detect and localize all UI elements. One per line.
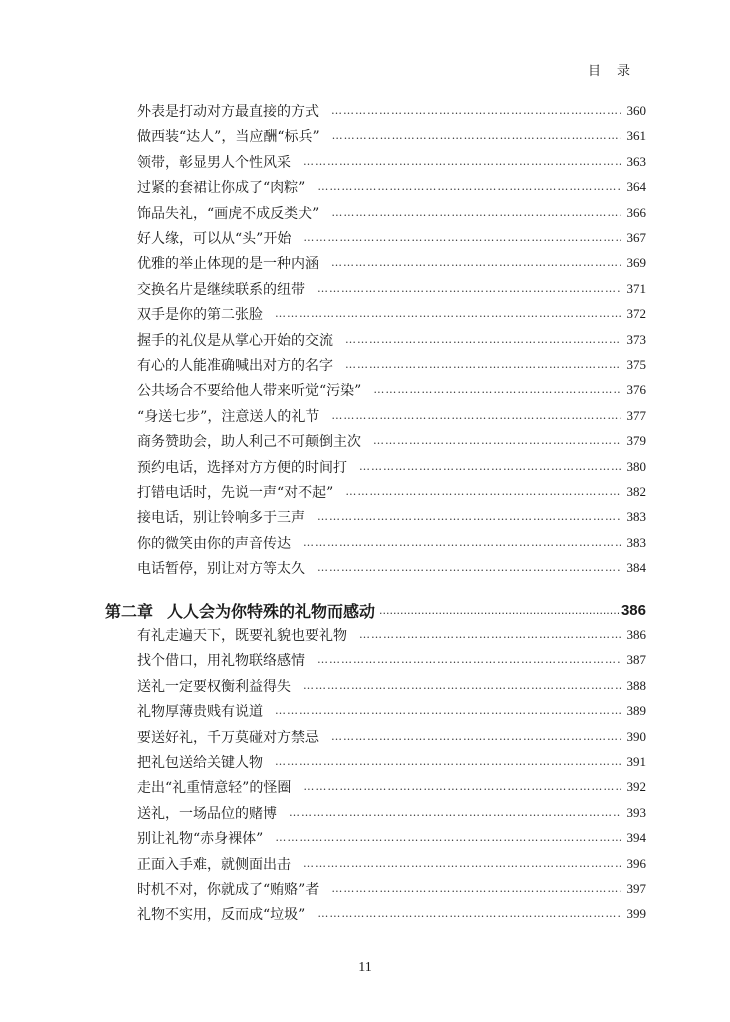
toc-entry-page: 394 bbox=[626, 830, 646, 846]
toc-entry[interactable] bbox=[137, 455, 646, 479]
toc-entry-title: 领带，彰显男人个性风采 bbox=[137, 154, 291, 171]
toc-entry-title: 找个借口，用礼物联络感情 bbox=[137, 653, 305, 670]
toc-entry-title: 正面入手难，就侧面出击 bbox=[137, 856, 291, 873]
toc-entry[interactable] bbox=[137, 226, 646, 250]
toc-entry-page: 389 bbox=[626, 703, 646, 719]
toc-entry-title: 饰品失礼，“画虎不成反类犬” bbox=[137, 205, 320, 222]
toc-entry[interactable] bbox=[137, 699, 646, 723]
toc-entry-title: 过紧的套裙让你成了“肉粽” bbox=[137, 180, 306, 197]
toc-entry-title: 双手是你的第二张脸 bbox=[137, 307, 263, 324]
chapter-title: 人人会为你特殊的礼物而感动 bbox=[167, 601, 376, 621]
toc-entry-title: 公共场合不要给他人带来听觉“污染” bbox=[137, 383, 362, 400]
toc-entry-page: 388 bbox=[626, 677, 646, 693]
dot-leader bbox=[332, 124, 621, 148]
toc-entry-page: 382 bbox=[626, 484, 646, 499]
toc-entry[interactable] bbox=[137, 201, 646, 225]
toc-entry[interactable] bbox=[137, 99, 646, 123]
chapter-label: 第二章 bbox=[105, 601, 154, 621]
toc-entry[interactable] bbox=[137, 302, 646, 326]
toc-entry[interactable] bbox=[137, 674, 646, 698]
toc-entry-page: 369 bbox=[626, 255, 646, 271]
toc-entry[interactable] bbox=[137, 505, 646, 529]
toc-entry-page: 363 bbox=[626, 153, 646, 169]
toc-entry-title: 有心的人能准确喊出对方的名字 bbox=[137, 358, 333, 374]
dot-leader bbox=[317, 175, 620, 199]
toc-entry-page: 367 bbox=[626, 230, 646, 245]
dot-leader bbox=[317, 277, 621, 301]
toc-entry-title: 好人缘，可以从“头”开始 bbox=[137, 231, 292, 247]
dot-leader bbox=[359, 623, 621, 647]
toc-entry-title: 礼物不实用，反而成“垃圾” bbox=[137, 907, 306, 924]
toc-entry[interactable] bbox=[137, 623, 646, 647]
dot-leader bbox=[345, 353, 621, 377]
running-header: 目录 bbox=[587, 64, 646, 79]
toc-entry-title: 优雅的举止体现的是一种内涵 bbox=[137, 256, 319, 273]
toc-entry-title: 外表是打动对方最直接的方式 bbox=[137, 104, 319, 120]
page-number: 11 bbox=[358, 960, 372, 975]
toc-entry-title: 商务赞助会，助人利己不可颠倒主次 bbox=[137, 434, 361, 451]
dot-leader bbox=[275, 826, 620, 850]
toc-entry[interactable] bbox=[137, 531, 646, 555]
dot-leader bbox=[303, 531, 621, 555]
toc-entry-title: 有礼走遍天下，既要礼貌也要礼物 bbox=[137, 628, 347, 644]
toc-entry[interactable] bbox=[137, 725, 646, 749]
dot-leader bbox=[331, 725, 621, 749]
dot-leader bbox=[331, 877, 620, 901]
toc-entry-page: 371 bbox=[626, 280, 646, 296]
toc-entry-title: 接电话，别让铃响多于三声 bbox=[137, 510, 305, 527]
toc-entry[interactable] bbox=[137, 480, 646, 504]
dot-leader bbox=[303, 226, 620, 250]
toc-entry[interactable] bbox=[137, 826, 646, 850]
toc-entry-page: 380 bbox=[626, 458, 646, 474]
toc-entry-page: 373 bbox=[626, 331, 646, 347]
dot-leader bbox=[359, 455, 621, 479]
dot-leader bbox=[331, 99, 621, 123]
toc-entry-page: 377 bbox=[626, 407, 646, 423]
dot-leader bbox=[345, 480, 620, 504]
toc-entry-title: 别让礼物“赤身裸体” bbox=[137, 831, 264, 848]
toc-entry-title: 要送好礼，千万莫碰对方禁忌 bbox=[137, 729, 319, 746]
toc-entry-page: 393 bbox=[626, 804, 646, 820]
dot-leader bbox=[373, 429, 621, 453]
toc-entry-title: 走出“礼重情意轻”的怪圈 bbox=[137, 780, 292, 797]
dot-leader bbox=[317, 648, 621, 672]
toc-entry-page: 383 bbox=[626, 509, 646, 525]
toc-entry[interactable] bbox=[137, 801, 646, 825]
toc-entry-page: 360 bbox=[626, 103, 646, 118]
dot-leader bbox=[331, 251, 621, 275]
toc-entry-page: 372 bbox=[626, 306, 646, 322]
toc-entry[interactable] bbox=[137, 556, 646, 580]
toc-entry-title: 预约电话，选择对方方便的时间打 bbox=[137, 459, 347, 476]
toc-entry[interactable] bbox=[137, 750, 646, 774]
toc-entry-page: 396 bbox=[626, 855, 646, 871]
dot-leader bbox=[331, 201, 620, 225]
toc-entry-page: 397 bbox=[626, 881, 646, 896]
toc-entry-page: 384 bbox=[626, 560, 646, 576]
toc-entry[interactable] bbox=[137, 124, 646, 148]
toc-entry[interactable] bbox=[137, 404, 646, 428]
toc-entry-page: 390 bbox=[626, 728, 646, 744]
toc-entry-title: 礼物厚薄贵贱有说道 bbox=[137, 704, 263, 721]
toc-entry-title: 送礼，一场品位的赌博 bbox=[137, 805, 277, 822]
toc-entry[interactable] bbox=[137, 775, 646, 799]
toc-entry-title: 握手的礼仪是从掌心开始的交流 bbox=[137, 332, 333, 349]
dot-leader bbox=[331, 404, 620, 428]
toc-entry-title: 送礼一定要权衡利益得失 bbox=[137, 678, 291, 695]
toc-entry[interactable] bbox=[137, 429, 646, 453]
dot-leader bbox=[275, 750, 621, 774]
dot-leader bbox=[303, 150, 621, 174]
toc-entry-page: 361 bbox=[626, 128, 646, 144]
dot-leader bbox=[275, 699, 621, 723]
toc-entry-title: 把礼包送给关键人物 bbox=[137, 755, 263, 771]
dot-leader bbox=[345, 328, 621, 352]
chapter-page: 386 bbox=[620, 601, 646, 619]
dot-leader bbox=[317, 902, 620, 926]
dot-leader bbox=[373, 378, 620, 402]
toc-entry[interactable] bbox=[137, 648, 646, 672]
toc-entry-page: 375 bbox=[626, 357, 646, 372]
toc-entry-title: 做西装“达人”，当应酬“标兵” bbox=[137, 129, 320, 146]
toc-entry-title: 你的微笑由你的声音传达 bbox=[137, 535, 291, 552]
toc-entry[interactable] bbox=[137, 378, 646, 402]
chapter-heading[interactable] bbox=[105, 597, 646, 623]
toc-entry-title: 打错电话时，先说一声“对不起” bbox=[137, 485, 334, 501]
dot-leader bbox=[379, 604, 619, 617]
dot-leader bbox=[289, 801, 621, 825]
toc-entry-page: 379 bbox=[626, 433, 646, 449]
dot-leader bbox=[317, 556, 621, 580]
toc-entry[interactable] bbox=[137, 150, 646, 174]
toc-entry-page: 387 bbox=[626, 652, 646, 668]
toc-entry-title: 时机不对，你就成了“贿赂”者 bbox=[137, 882, 320, 898]
toc-entry-title: “身送七步”，注意送人的礼节 bbox=[137, 408, 320, 425]
toc-entry[interactable] bbox=[137, 328, 646, 352]
toc-entry-page: 366 bbox=[626, 204, 646, 220]
dot-leader bbox=[317, 505, 621, 529]
toc-entry-page: 399 bbox=[626, 906, 646, 922]
toc-entry-title: 电话暂停，别让对方等太久 bbox=[137, 561, 305, 578]
dot-leader bbox=[303, 775, 620, 799]
toc-entry[interactable] bbox=[137, 251, 646, 275]
toc-entry-page: 391 bbox=[626, 754, 646, 769]
toc-entry-title: 交换名片是继续联系的纽带 bbox=[137, 281, 305, 298]
toc-entry[interactable] bbox=[137, 353, 646, 377]
dot-leader bbox=[303, 852, 621, 876]
toc-entry-page: 386 bbox=[626, 627, 646, 642]
dot-leader bbox=[275, 302, 621, 326]
toc-entry[interactable] bbox=[137, 175, 646, 199]
toc-entry[interactable] bbox=[137, 277, 646, 301]
toc-entry[interactable] bbox=[137, 902, 646, 926]
toc-entry-page: 376 bbox=[626, 382, 646, 398]
toc-entry-page: 364 bbox=[626, 179, 646, 195]
toc-entry[interactable] bbox=[137, 877, 646, 901]
dot-leader bbox=[303, 674, 621, 698]
toc-entry[interactable] bbox=[137, 852, 646, 876]
toc-entry-page: 383 bbox=[626, 534, 646, 550]
toc-entry-page: 392 bbox=[626, 779, 646, 795]
